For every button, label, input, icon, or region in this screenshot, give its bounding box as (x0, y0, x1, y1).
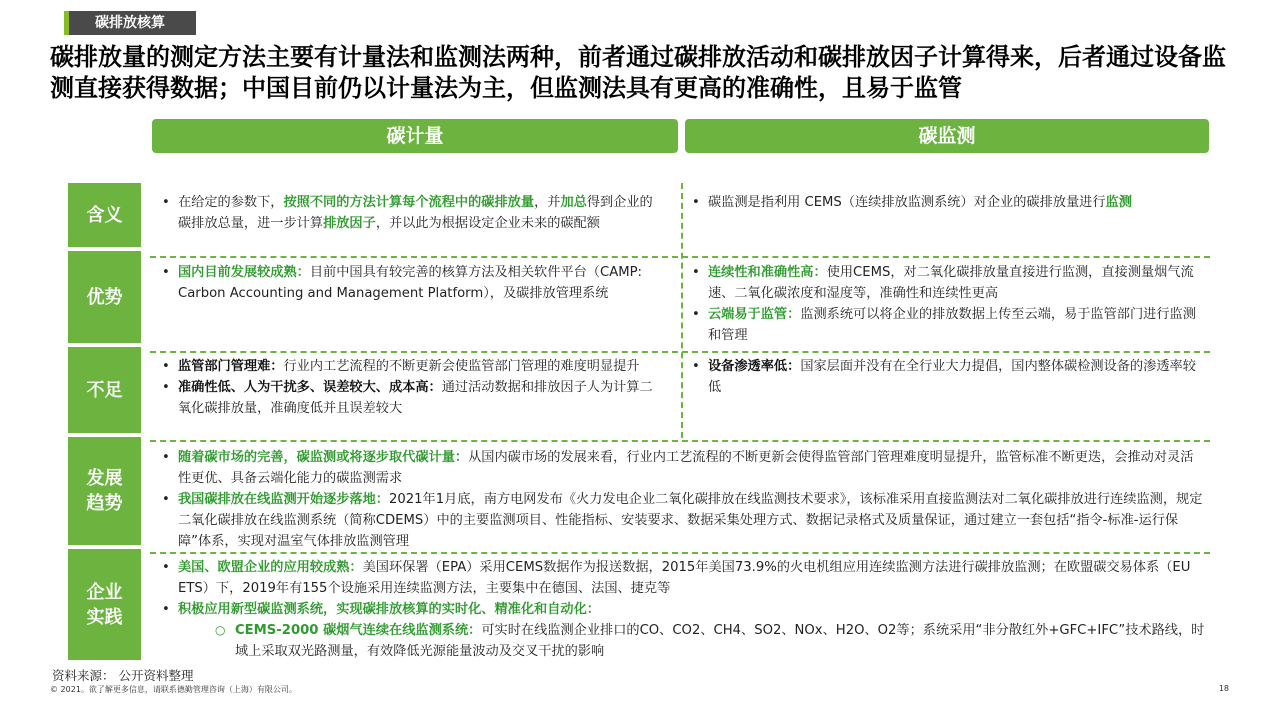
list-item: • 连续性和准确性高：使用CEMS，对二氧化碳排放量直接进行监测，直接测量烟气流速、二氧化碳浓度和湿度等，准确性和连续性更高 (690, 262, 1205, 304)
practice-cell (160, 557, 1205, 662)
page-number: 18 (1218, 684, 1229, 693)
advantage-right-cell (690, 262, 1205, 346)
column-header-carbon-accounting: 碳计量 (152, 119, 678, 153)
shortfall-right-cell (690, 356, 1205, 398)
list-item: • 设备渗透率低：国家层面并没有在全行业大力提倡，国内整体碳检测设备的渗透率较低 (690, 356, 1205, 398)
meaning-right-cell (690, 192, 1205, 213)
list-item: • 积极应用新型碳监测系统，实现碳排放核算的实时化、精准化和自动化： (160, 599, 1205, 620)
row-label-meaning: 含义 (68, 183, 141, 247)
list-item: • 准确性低、人为干扰多、误差较大、成本高：通过活动数据和排放因子人为计算二氧化碳排放量，准确度低并且误差较大 (160, 377, 665, 419)
list-item: • 随着碳市场的完善，碳监测或将逐步取代碳计量：从国内碳市场的发展来看，行业内工艺流程的不断更新会使得监管部门管理难度明显提升，监管标准不断更迭，会推动对灵活性更优、具备云端化能力的碳监测需求 (160, 447, 1205, 489)
list-item: • 云端易于监管：监测系统可以将企业的排放数据上传至云端，易于监管部门进行监测和管理 (690, 304, 1205, 346)
section-tag-accent (64, 11, 69, 35)
row-divider (150, 256, 1210, 258)
row-label-shortfall: 不足 (68, 347, 141, 433)
row-divider (150, 552, 1210, 554)
section-tag: 碳排放核算 (64, 11, 196, 35)
row-divider (150, 440, 1210, 442)
row-label-practice: 企业实践 (68, 549, 141, 660)
list-item: • 在给定的参数下，按照不同的方法计算每个流程中的碳排放量，并加总得到企业的碳排放总量，进一步计算排放因子，并以此为根据设定企业未来的碳配额 (160, 192, 665, 234)
list-item: • 美国、欧盟企业的应用较成熟：美国环保署（EPA）采用CEMS数据作为报送数据，2015年美国73.9%的火电机组应用连续监测方法进行碳排放监测；在欧盟碳交易体系（EU ETS）下，2019年有155个设施采用连续监测方法，主要集中在德国、法国、捷克等 (160, 557, 1205, 599)
list-item: • 国内目前发展较成熟：目前中国具有较完善的核算方法及相关软件平台（CAMP: Carbon Accounting and Management Platform），及碳排放管理系统 (160, 262, 665, 304)
list-item: • 碳监测是指利用 CEMS（连续排放监测系统）对企业的碳排放量进行监测 (690, 192, 1205, 213)
row-label-advantage: 优势 (68, 251, 141, 343)
source-note: 资料来源： 公开资料整理 (52, 668, 194, 683)
list-item: • 我国碳排放在线监测开始逐步落地：2021年1月底，南方电网发布《火力发电企业二氧化碳排放在线监测技术要求》，该标准采用直接监测法对二氧化碳排放进行连续监测，规定二氧化碳排放在线监测系统（简称CDEMS）中的主要监测项目、性能指标、安装要求、数据采集处理方式、数据记录格式及质量保证，通过建立一套包括“指令-标准-运行保障”体系，实现对温室气体排放监测管理 (160, 489, 1205, 552)
row-divider (150, 351, 1210, 353)
copyright-footer: © 2021。欲了解更多信息，请联系德勤管理咨询（上海）有限公司。 (50, 685, 297, 694)
sub-list-item: ○ CEMS-2000 碳烟气连续在线监测系统：可实时在线监测企业排口的CO、CO2、CH4、SO2、NOx、H2O、O2等；系统采用“非分散红外+GFC+IFC”技术路线，时域上采取双光路测量，有效降低光源能量波动及交叉干扰的影响 (160, 620, 1205, 662)
shortfall-left-cell (160, 356, 665, 419)
row-label-trend: 发展趋势 (68, 437, 141, 545)
page-headline: 碳排放量的测定方法主要有计量法和监测法两种，前者通过碳排放活动和碳排放因子计算得来，后者通过设备监测直接获得数据；中国目前仍以计量法为主，但监测法具有更高的准确性，且易于监管 (50, 43, 1226, 102)
advantage-left-cell (160, 262, 665, 304)
column-divider (681, 183, 683, 438)
meaning-left-cell (160, 192, 665, 234)
column-header-carbon-monitoring: 碳监测 (685, 119, 1209, 153)
list-item: • 监管部门管理难：行业内工艺流程的不断更新会使监管部门管理的难度明显提升 (160, 356, 665, 377)
trend-cell (160, 447, 1205, 552)
